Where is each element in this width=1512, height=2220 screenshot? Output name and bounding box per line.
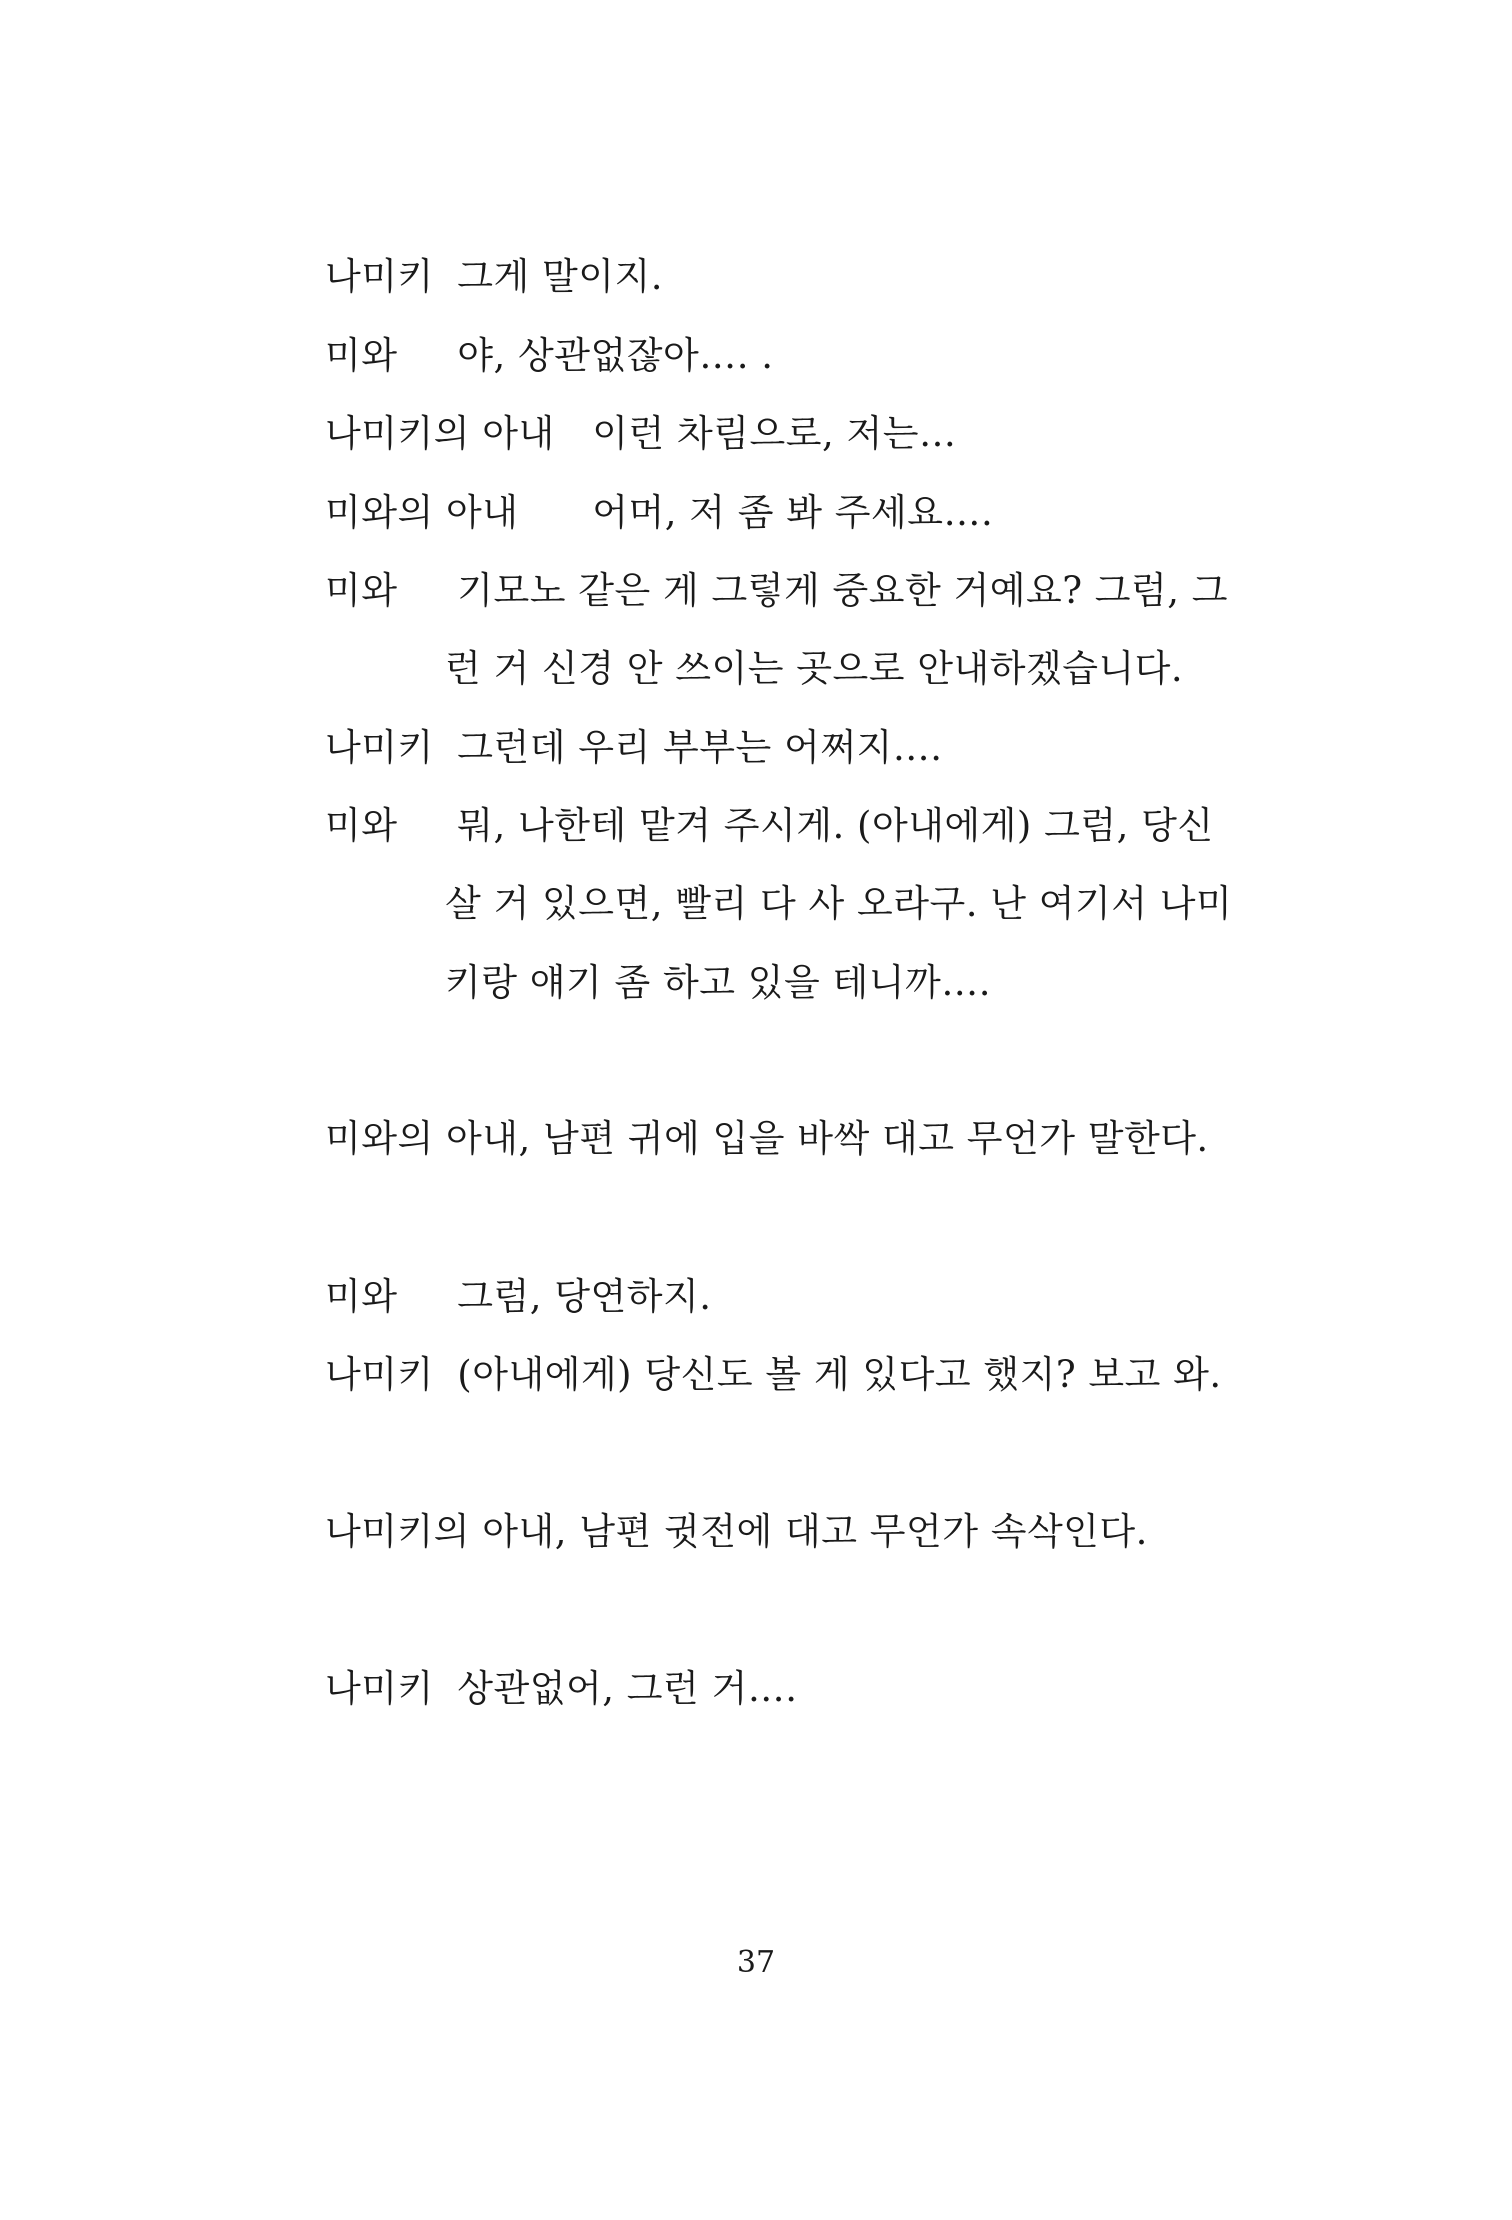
dialogue-text: 그런데 우리 부부는 어쩌지…. bbox=[457, 726, 943, 769]
dialogue-continuation: 살 거 있으면, 빨리 다 사 오라구. 난 여기서 나미 bbox=[445, 882, 1233, 925]
dialogue-line bbox=[325, 334, 1245, 377]
dialogue-line bbox=[325, 255, 1245, 298]
dialogue-text: 뭐, 나한테 맡겨 주시게. (아내에게) 그럼, 당신 bbox=[457, 804, 1214, 847]
dialogue-line bbox=[325, 412, 1245, 455]
dialogue-line bbox=[325, 1353, 1245, 1396]
speaker-name: 나미키 bbox=[325, 726, 434, 769]
dialogue-text: 어머, 저 좀 봐 주세요…. bbox=[592, 491, 994, 534]
dialogue-text: 이런 차림으로, 저는… bbox=[592, 412, 957, 455]
speaker-name: 미와 bbox=[325, 1275, 398, 1318]
dialogue-line bbox=[325, 491, 1245, 534]
dialogue-line bbox=[325, 1667, 1245, 1710]
page-number: 37 bbox=[736, 1945, 776, 1980]
dialogue-text: (아내에게) 당신도 볼 게 있다고 했지? 보고 와. bbox=[457, 1353, 1222, 1396]
dialogue-text: 그게 말이지. bbox=[457, 255, 663, 298]
speaker-name: 미와의 아내 bbox=[325, 491, 519, 534]
dialogue-line bbox=[325, 1275, 1245, 1318]
stage-direction: 미와의 아내, 남편 귀에 입을 바싹 대고 무언가 말한다. bbox=[325, 1117, 1209, 1160]
stage-direction: 나미키의 아내, 남편 귓전에 대고 무언가 속삭인다. bbox=[325, 1510, 1148, 1553]
dialogue-line bbox=[325, 804, 1245, 847]
speaker-name: 나미키의 아내 bbox=[325, 412, 555, 455]
dialogue-continuation: 키랑 얘기 좀 하고 있을 테니까…. bbox=[445, 961, 991, 1004]
dialogue-text: 상관없어, 그런 거…. bbox=[457, 1667, 798, 1710]
speaker-name: 나미키 bbox=[325, 1353, 434, 1396]
dialogue-continuation: 런 거 신경 안 쓰이는 곳으로 안내하겠습니다. bbox=[445, 647, 1184, 690]
dialogue-line bbox=[325, 726, 1245, 769]
dialogue-line bbox=[325, 569, 1245, 612]
speaker-name: 미와 bbox=[325, 569, 398, 612]
dialogue-text: 야, 상관없잖아…. . bbox=[457, 334, 774, 377]
dialogue-text: 그럼, 당연하지. bbox=[457, 1275, 712, 1318]
speaker-name: 미와 bbox=[325, 334, 398, 377]
speaker-name: 나미키 bbox=[325, 1667, 434, 1710]
speaker-name: 나미키 bbox=[325, 255, 434, 298]
dialogue-text: 기모노 같은 게 그렇게 중요한 거예요? 그럼, 그 bbox=[457, 569, 1229, 612]
speaker-name: 미와 bbox=[325, 804, 398, 847]
